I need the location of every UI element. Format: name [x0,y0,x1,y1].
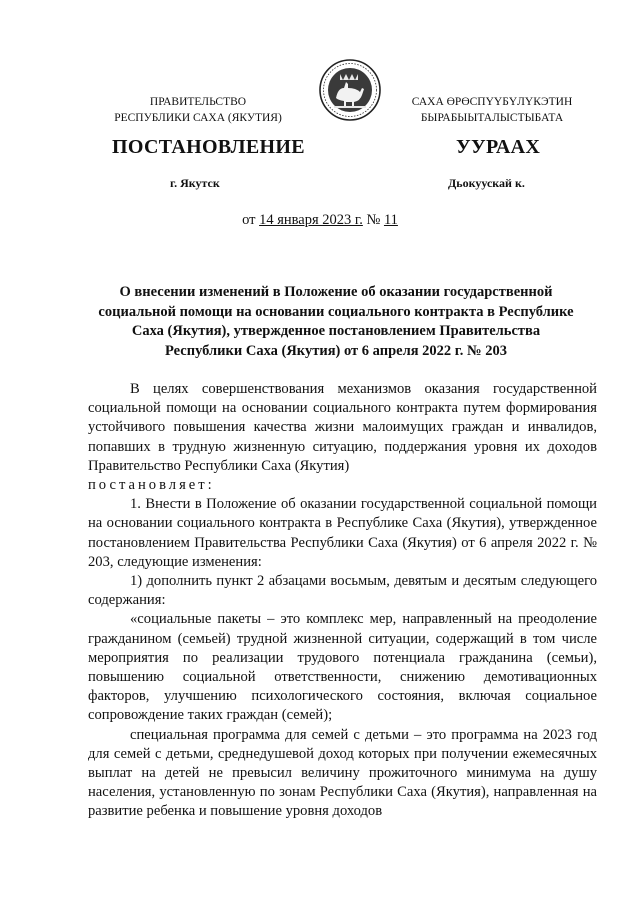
title-line-3: Саха (Якутия), утвержденное постановлением Правительства [131,323,541,339]
clause-1-paragraph: 1. Внести в Положение об оказании государственной социальной помощи на основании социального контракта в Республике Саха (Якутия), утвержденное постановлением Правительства Республики Саха (Якутия) от 6 апреля 2022 г. № 203, следующие изменения: [88,496,597,570]
city-russian: г. Якутск [170,176,220,190]
coat-of-arms-icon [318,58,382,122]
doctype-russian: ПОСТАНОВЛЕНИЕ [112,136,305,158]
issuer-header-yakut [382,94,602,126]
document-number: 11 [383,212,398,228]
number-sign: № [362,212,384,228]
doctype-yakut: УУРААХ [456,136,541,158]
date-prefix: от [242,212,260,228]
issuer-header-russian [88,94,308,126]
document-title [96,283,576,361]
title-line-1: О внесении изменений в Положение об оказании государственной [119,284,553,300]
issuer-line-2-yakut: БЫРАБЫЫТАЛЫСТЫБАТА [420,112,564,124]
title-line-2: социальной помощи на основании социального контракта в Республике [98,303,574,320]
issuer-line-1: ПРАВИТЕЛЬСТВО [149,96,247,108]
preamble-paragraph: В целях совершенствования механизмов оказания государственной социальной помощи на основании социального контракта путем формирования устойчивого повышения качества жизни малоимущих граждан и инвалидов, попавших в трудную жизненную ситуацию, поддержания уровня их доходов Правительство Республики Саха (Якутия) [88,381,597,474]
resolves-line: постановляет: [88,477,215,494]
title-line-4: Республики Саха (Якутия) от 6 апреля 2022 г. № 203 [165,342,507,359]
issuer-line-2: РЕСПУБЛИКИ САХА (ЯКУТИЯ) [114,112,282,124]
subclause-1-paragraph: 1) дополнить пункт 2 абзацами восьмым, девятым и десятым следующего содержания: [88,573,597,609]
city-yakut: Дьокуускай к. [448,176,525,190]
document-body [88,380,597,822]
document-date: 14 января 2023 г. [259,212,363,228]
date-number-line [0,212,640,229]
special-program-definition: специальная программа для семей с детьми – это программа на 2023 год для семей с детьми, среднедушевой доход которых при получении ежемесячных выплат на детей не превысил величину прожиточного минимума на душу населения, установленную по зонам Республики Саха (Якутия), направленная на развитие ребенка и повышение уровня доходов [88,726,597,820]
issuer-line-1-yakut: САХА ӨРӨСПҮҮБҮЛҮКЭТИН [411,96,573,108]
social-packages-definition: «социальные пакеты – это комплекс мер, направленный на преодоление гражданином (семьей) трудной жизненной ситуации, содержащий в том числе мероприятия по реализации трудового потенциала гражданина (семьи), повышению социальной ответственности, снижению демотивационных факторов, улучшению психологического состояния, включая социальное сопровождение таких граждан (семей); [88,611,597,724]
